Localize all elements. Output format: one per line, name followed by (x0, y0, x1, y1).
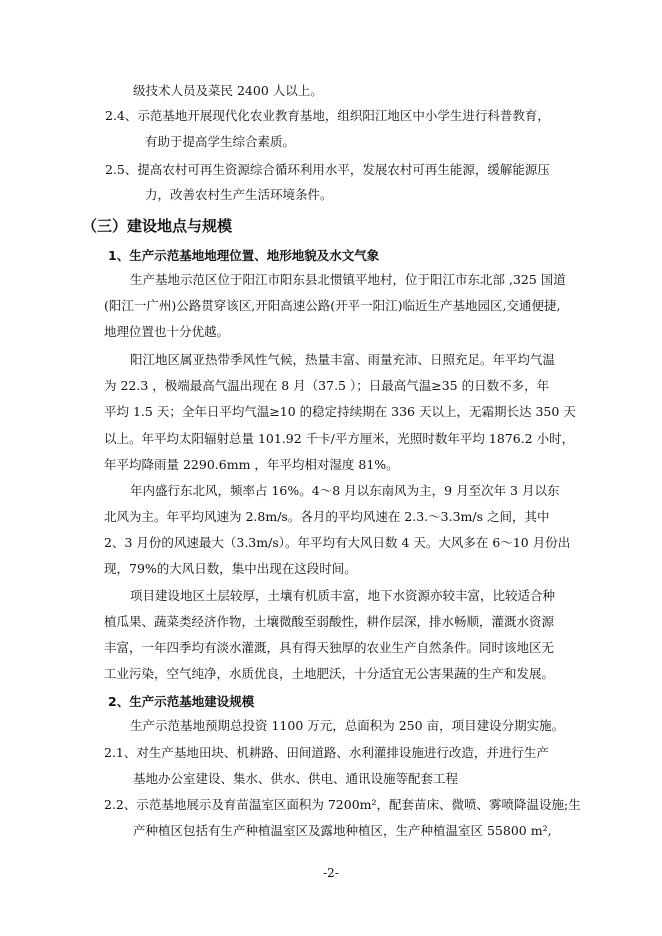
page-number: -2- (323, 866, 339, 880)
paragraph-line: 地理位置也十分优越。 (104, 324, 230, 339)
paragraph-line: 生产基地示范区位于阳江市阳东县北惯镇平地村，位于阳江市东北部 ,325 国道 (130, 272, 566, 287)
paragraph-line: 阳江地区属亚热带季风性气候，热量丰富、雨量充沛、日照充足。年平均气温 (130, 352, 556, 367)
paragraph-line: 丰富，一年四季均有淡水灌溉，具有得天独厚的农业生产自然条件。同时该地区无 (104, 640, 555, 655)
paragraph-line: 现，79%的大风日数，集中出现在这段时间。 (104, 561, 357, 576)
list-item-2-4: 2.4、示范基地开展现代化农业教育基地，组织阳江地区中小学生进行科普教育， (105, 108, 550, 123)
list-item-2-5-cont: 力，改善农村生产生活环境条件。 (145, 187, 333, 202)
subsection-heading-1: 1、生产示范基地地理位置、地形地貌及水文气象 (108, 248, 380, 263)
list-item-2-2: 2.2、示范基地展示及育苗温室区面积为 7200m²，配套苗床、微喷、雾喷降温设施;生 (104, 797, 581, 812)
paragraph-line: 平均 1.5 天；全年日平均气温≥10 的稳定持续期在 336 天以上，无霜期长达 350 天 (104, 404, 576, 419)
paragraph-line: 年平均降雨量 2290.6mm ，年平均相对湿度 81%。 (104, 457, 399, 472)
body-text-line: 级技术人员及菜民 2400 人以上。 (133, 83, 323, 98)
paragraph-line: 项目建设地区土层较厚，土壤有机质丰富，地下水资源亦较丰富，比较适合种 (130, 588, 556, 603)
paragraph-line: 生产示范基地预期总投资 1100 万元，总面积为 250 亩，项目建设分期实施。 (130, 718, 565, 733)
paragraph-line: (阳江一广州)公路贯穿该区,开阳高速公路(开平一阳江)临近生产基地园区,交通便捷, (104, 298, 561, 313)
paragraph-line: 2、3 月份的风速最大（3.3m/s）。年平均有大风日数 4 天。大风多在 6～10 月份出 (104, 535, 571, 550)
subsection-heading-2: 2、生产示范基地建设规模 (108, 694, 255, 709)
paragraph-line: 为 22.3 ，极端最高气温出现在 8 月（37.5 ）；日最高气温≥35 的日数不多，年 (104, 378, 550, 393)
paragraph-line: 植瓜果、蔬菜类经济作物，土壤微酸至弱酸性，耕作层深，排水畅顺，灌溉水资源 (104, 614, 555, 629)
list-item-2-1: 2.1、对生产基地田块、机耕路、田间道路、水利灌排设施进行改造，并进行生产 (104, 745, 549, 760)
list-item-2-4-cont: 有助于提高学生综合素质。 (145, 134, 296, 149)
paragraph-line: 北风为主。年平均风速为 2.8m/s。各月的平均风速在 2.3.～3.3m/s 之间，其中 (104, 509, 550, 524)
paragraph-line: 以上。年平均太阳辐射总量 101.92 千卡/平方厘米，光照时数年平均 1876.2 小时， (104, 431, 575, 446)
list-item-2-2-cont: 产种植区包括有生产种植温室区及露地种植区，生产种植温室区 55800 m², (133, 823, 552, 838)
section-heading: （三）建设地点与规模 (82, 217, 233, 235)
list-item-2-1-cont: 基地办公室建设、集水、供水、供电、通讯设施等配套工程 (133, 771, 459, 786)
paragraph-line: 工业污染，空气纯净，水质优良，土地肥沃，十分适宜无公害果蔬的生产和发展。 (104, 666, 555, 681)
list-item-2-5: 2.5、提高农村可再生资源综合循环利用水平，发展农村可再生能源，缓解能源压 (105, 162, 550, 177)
paragraph-line: 年内盛行东北风，频率占 16%。4～8 月以东南风为主，9 月至次年 3 月以东 (130, 483, 560, 498)
